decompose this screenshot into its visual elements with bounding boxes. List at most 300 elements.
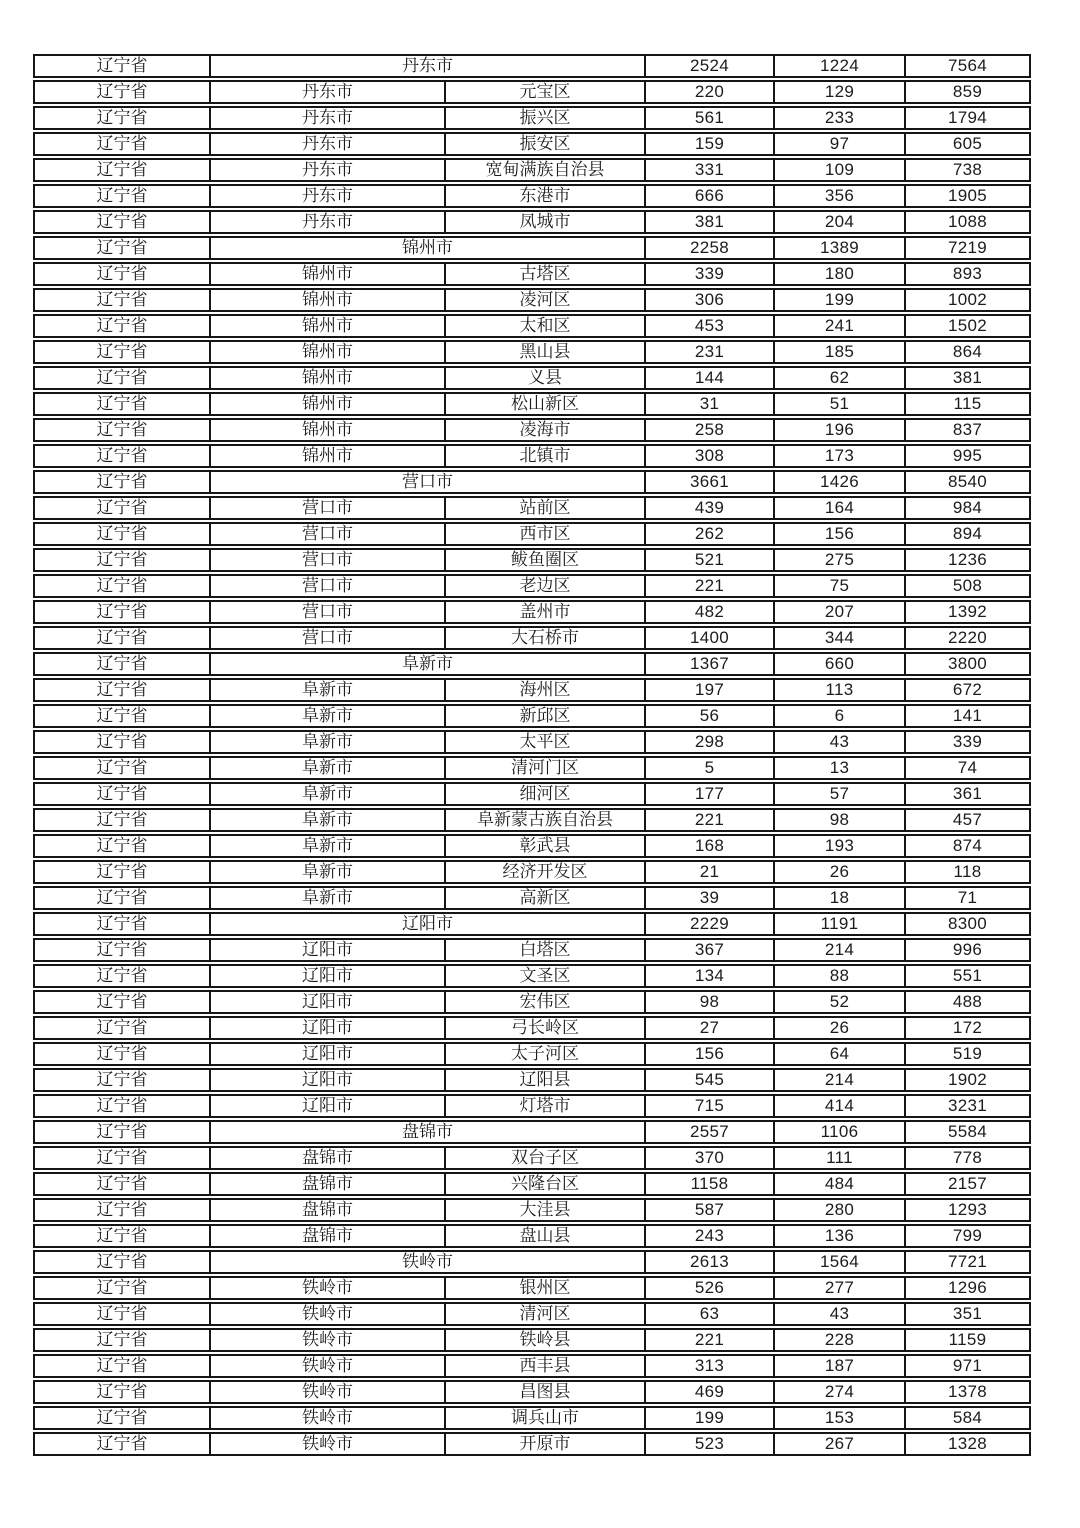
- table-row: [33, 444, 1031, 468]
- city-total-cell: 盘锦市: [211, 1120, 646, 1144]
- table-row: [33, 392, 1031, 416]
- province-cell: 辽宁省: [33, 1276, 211, 1300]
- value-cell-1: 308: [646, 444, 775, 468]
- value-cell-3: 7564: [906, 54, 1031, 78]
- value-cell-3: 1159: [906, 1328, 1031, 1352]
- table-row: [33, 1328, 1031, 1352]
- value-cell-3: 1905: [906, 184, 1031, 208]
- value-cell-2: 109: [775, 158, 906, 182]
- city-cell: 营口市: [211, 548, 446, 572]
- value-cell-3: 995: [906, 444, 1031, 468]
- value-cell-2: 64: [775, 1042, 906, 1066]
- value-cell-3: 996: [906, 938, 1031, 962]
- value-cell-2: 153: [775, 1406, 906, 1430]
- value-cell-2: 6: [775, 704, 906, 728]
- value-cell-2: 51: [775, 392, 906, 416]
- value-cell-2: 275: [775, 548, 906, 572]
- city-cell: 锦州市: [211, 288, 446, 312]
- district-cell: 海州区: [446, 678, 646, 702]
- value-cell-3: 2157: [906, 1172, 1031, 1196]
- table-row-city-total: [33, 236, 1031, 260]
- value-cell-1: 31: [646, 392, 775, 416]
- table-row: [33, 574, 1031, 598]
- value-cell-1: 177: [646, 782, 775, 806]
- value-cell-3: 874: [906, 834, 1031, 858]
- value-cell-2: 43: [775, 730, 906, 754]
- table-row: [33, 1302, 1031, 1326]
- city-cell: 辽阳市: [211, 938, 446, 962]
- value-cell-2: 129: [775, 80, 906, 104]
- city-cell: 辽阳市: [211, 990, 446, 1014]
- table-row: [33, 1198, 1031, 1222]
- province-cell: 辽宁省: [33, 288, 211, 312]
- value-cell-1: 134: [646, 964, 775, 988]
- table-row: [33, 626, 1031, 650]
- district-cell: 振安区: [446, 132, 646, 156]
- value-cell-3: 584: [906, 1406, 1031, 1430]
- table-row: [33, 158, 1031, 182]
- value-cell-3: 3800: [906, 652, 1031, 676]
- value-cell-2: 233: [775, 106, 906, 130]
- value-cell-1: 545: [646, 1068, 775, 1092]
- table-row-city-total: [33, 1120, 1031, 1144]
- value-cell-2: 199: [775, 288, 906, 312]
- table-row: [33, 1406, 1031, 1430]
- value-cell-1: 221: [646, 808, 775, 832]
- value-cell-2: 1564: [775, 1250, 906, 1274]
- table-row: [33, 1354, 1031, 1378]
- value-cell-3: 1392: [906, 600, 1031, 624]
- province-cell: 辽宁省: [33, 1380, 211, 1404]
- value-cell-2: 214: [775, 938, 906, 962]
- city-cell: 营口市: [211, 626, 446, 650]
- value-cell-2: 1389: [775, 236, 906, 260]
- district-cell: 双台子区: [446, 1146, 646, 1170]
- district-cell: 盖州市: [446, 600, 646, 624]
- district-cell: 太和区: [446, 314, 646, 338]
- value-cell-3: 1502: [906, 314, 1031, 338]
- value-cell-2: 173: [775, 444, 906, 468]
- data-table: [33, 52, 1031, 1458]
- value-cell-1: 1158: [646, 1172, 775, 1196]
- value-cell-1: 221: [646, 1328, 775, 1352]
- province-cell: 辽宁省: [33, 626, 211, 650]
- value-cell-1: 367: [646, 938, 775, 962]
- value-cell-1: 5: [646, 756, 775, 780]
- city-cell: 丹东市: [211, 210, 446, 234]
- value-cell-1: 1400: [646, 626, 775, 650]
- value-cell-2: 484: [775, 1172, 906, 1196]
- province-cell: 辽宁省: [33, 444, 211, 468]
- province-cell: 辽宁省: [33, 990, 211, 1014]
- district-cell: 辽阳县: [446, 1068, 646, 1092]
- value-cell-3: 172: [906, 1016, 1031, 1040]
- table-row: [33, 1068, 1031, 1092]
- value-cell-1: 526: [646, 1276, 775, 1300]
- table-row: [33, 314, 1031, 338]
- district-cell: 灯塔市: [446, 1094, 646, 1118]
- city-cell: 辽阳市: [211, 1094, 446, 1118]
- district-cell: 大洼县: [446, 1198, 646, 1222]
- value-cell-1: 27: [646, 1016, 775, 1040]
- city-cell: 丹东市: [211, 132, 446, 156]
- table-row: [33, 548, 1031, 572]
- value-cell-2: 1426: [775, 470, 906, 494]
- district-cell: 阜新蒙古族自治县: [446, 808, 646, 832]
- value-cell-2: 1224: [775, 54, 906, 78]
- province-cell: 辽宁省: [33, 158, 211, 182]
- table-row: [33, 106, 1031, 130]
- table-row: [33, 80, 1031, 104]
- value-cell-3: 1328: [906, 1432, 1031, 1456]
- city-cell: 辽阳市: [211, 1016, 446, 1040]
- value-cell-2: 43: [775, 1302, 906, 1326]
- value-cell-2: 57: [775, 782, 906, 806]
- value-cell-2: 97: [775, 132, 906, 156]
- value-cell-1: 2258: [646, 236, 775, 260]
- value-cell-2: 241: [775, 314, 906, 338]
- value-cell-1: 587: [646, 1198, 775, 1222]
- province-cell: 辽宁省: [33, 756, 211, 780]
- city-cell: 盘锦市: [211, 1224, 446, 1248]
- city-cell: 阜新市: [211, 704, 446, 728]
- value-cell-1: 156: [646, 1042, 775, 1066]
- value-cell-3: 894: [906, 522, 1031, 546]
- district-cell: 清河门区: [446, 756, 646, 780]
- value-cell-3: 3231: [906, 1094, 1031, 1118]
- value-cell-2: 207: [775, 600, 906, 624]
- city-total-cell: 铁岭市: [211, 1250, 646, 1274]
- value-cell-3: 7721: [906, 1250, 1031, 1274]
- district-cell: 宽甸满族自治县: [446, 158, 646, 182]
- value-cell-2: 113: [775, 678, 906, 702]
- value-cell-3: 778: [906, 1146, 1031, 1170]
- value-cell-2: 1191: [775, 912, 906, 936]
- value-cell-1: 258: [646, 418, 775, 442]
- table-row: [33, 184, 1031, 208]
- table-body: [33, 54, 1031, 1456]
- value-cell-1: 666: [646, 184, 775, 208]
- table-row: [33, 782, 1031, 806]
- table-row: [33, 730, 1031, 754]
- province-cell: 辽宁省: [33, 418, 211, 442]
- value-cell-1: 521: [646, 548, 775, 572]
- city-total-cell: 丹东市: [211, 54, 646, 78]
- value-cell-3: 71: [906, 886, 1031, 910]
- district-cell: 昌图县: [446, 1380, 646, 1404]
- district-cell: 松山新区: [446, 392, 646, 416]
- value-cell-2: 26: [775, 1016, 906, 1040]
- table-row: [33, 210, 1031, 234]
- province-cell: 辽宁省: [33, 1224, 211, 1248]
- value-cell-1: 159: [646, 132, 775, 156]
- district-cell: 弓长岭区: [446, 1016, 646, 1040]
- value-cell-2: 88: [775, 964, 906, 988]
- table-row: [33, 132, 1031, 156]
- table-row: [33, 860, 1031, 884]
- city-cell: 辽阳市: [211, 964, 446, 988]
- city-cell: 铁岭市: [211, 1406, 446, 1430]
- value-cell-1: 243: [646, 1224, 775, 1248]
- province-cell: 辽宁省: [33, 704, 211, 728]
- value-cell-3: 1293: [906, 1198, 1031, 1222]
- province-cell: 辽宁省: [33, 1016, 211, 1040]
- value-cell-3: 605: [906, 132, 1031, 156]
- city-total-cell: 阜新市: [211, 652, 646, 676]
- city-cell: 铁岭市: [211, 1432, 446, 1456]
- district-cell: 鲅鱼圈区: [446, 548, 646, 572]
- value-cell-2: 1106: [775, 1120, 906, 1144]
- value-cell-3: 339: [906, 730, 1031, 754]
- value-cell-1: 98: [646, 990, 775, 1014]
- province-cell: 辽宁省: [33, 314, 211, 338]
- city-cell: 锦州市: [211, 366, 446, 390]
- value-cell-2: 75: [775, 574, 906, 598]
- table-row: [33, 704, 1031, 728]
- city-total-cell: 营口市: [211, 470, 646, 494]
- district-cell: 太子河区: [446, 1042, 646, 1066]
- province-cell: 辽宁省: [33, 1068, 211, 1092]
- value-cell-2: 280: [775, 1198, 906, 1222]
- table-row-city-total: [33, 652, 1031, 676]
- value-cell-2: 660: [775, 652, 906, 676]
- value-cell-2: 52: [775, 990, 906, 1014]
- city-cell: 锦州市: [211, 262, 446, 286]
- province-cell: 辽宁省: [33, 106, 211, 130]
- value-cell-2: 98: [775, 808, 906, 832]
- district-cell: 老边区: [446, 574, 646, 598]
- value-cell-3: 508: [906, 574, 1031, 598]
- city-cell: 阜新市: [211, 886, 446, 910]
- table-row: [33, 1016, 1031, 1040]
- value-cell-1: 231: [646, 340, 775, 364]
- table-row: [33, 964, 1031, 988]
- city-cell: 锦州市: [211, 314, 446, 338]
- city-cell: 阜新市: [211, 782, 446, 806]
- value-cell-2: 267: [775, 1432, 906, 1456]
- province-cell: 辽宁省: [33, 1120, 211, 1144]
- province-cell: 辽宁省: [33, 496, 211, 520]
- district-cell: 清河区: [446, 1302, 646, 1326]
- province-cell: 辽宁省: [33, 964, 211, 988]
- city-cell: 辽阳市: [211, 1042, 446, 1066]
- city-cell: 锦州市: [211, 444, 446, 468]
- value-cell-2: 156: [775, 522, 906, 546]
- district-cell: 振兴区: [446, 106, 646, 130]
- value-cell-1: 370: [646, 1146, 775, 1170]
- value-cell-1: 197: [646, 678, 775, 702]
- value-cell-1: 561: [646, 106, 775, 130]
- value-cell-1: 2524: [646, 54, 775, 78]
- district-cell: 西市区: [446, 522, 646, 546]
- table-row-city-total: [33, 470, 1031, 494]
- value-cell-1: 339: [646, 262, 775, 286]
- province-cell: 辽宁省: [33, 912, 211, 936]
- city-cell: 盘锦市: [211, 1198, 446, 1222]
- province-cell: 辽宁省: [33, 184, 211, 208]
- value-cell-2: 164: [775, 496, 906, 520]
- value-cell-3: 893: [906, 262, 1031, 286]
- value-cell-2: 414: [775, 1094, 906, 1118]
- table-row: [33, 1224, 1031, 1248]
- table-row: [33, 1042, 1031, 1066]
- value-cell-3: 381: [906, 366, 1031, 390]
- table-row: [33, 1094, 1031, 1118]
- city-cell: 阜新市: [211, 834, 446, 858]
- value-cell-3: 118: [906, 860, 1031, 884]
- value-cell-1: 331: [646, 158, 775, 182]
- value-cell-3: 859: [906, 80, 1031, 104]
- value-cell-3: 984: [906, 496, 1031, 520]
- city-cell: 阜新市: [211, 730, 446, 754]
- province-cell: 辽宁省: [33, 262, 211, 286]
- table-row: [33, 756, 1031, 780]
- value-cell-2: 62: [775, 366, 906, 390]
- city-cell: 铁岭市: [211, 1380, 446, 1404]
- value-cell-3: 971: [906, 1354, 1031, 1378]
- value-cell-3: 8300: [906, 912, 1031, 936]
- value-cell-1: 1367: [646, 652, 775, 676]
- value-cell-2: 196: [775, 418, 906, 442]
- district-cell: 黑山县: [446, 340, 646, 364]
- value-cell-1: 2557: [646, 1120, 775, 1144]
- value-cell-1: 63: [646, 1302, 775, 1326]
- table-row: [33, 1380, 1031, 1404]
- province-cell: 辽宁省: [33, 730, 211, 754]
- district-cell: 白塔区: [446, 938, 646, 962]
- province-cell: 辽宁省: [33, 132, 211, 156]
- value-cell-1: 313: [646, 1354, 775, 1378]
- value-cell-3: 738: [906, 158, 1031, 182]
- value-cell-3: 837: [906, 418, 1031, 442]
- value-cell-1: 56: [646, 704, 775, 728]
- city-cell: 营口市: [211, 574, 446, 598]
- province-cell: 辽宁省: [33, 1042, 211, 1066]
- district-cell: 太平区: [446, 730, 646, 754]
- city-cell: 铁岭市: [211, 1328, 446, 1352]
- district-cell: 站前区: [446, 496, 646, 520]
- value-cell-1: 262: [646, 522, 775, 546]
- province-cell: 辽宁省: [33, 678, 211, 702]
- district-cell: 铁岭县: [446, 1328, 646, 1352]
- value-cell-3: 141: [906, 704, 1031, 728]
- value-cell-3: 1088: [906, 210, 1031, 234]
- table-row: [33, 1146, 1031, 1170]
- value-cell-1: 439: [646, 496, 775, 520]
- district-cell: 西丰县: [446, 1354, 646, 1378]
- city-cell: 锦州市: [211, 392, 446, 416]
- district-cell: 义县: [446, 366, 646, 390]
- value-cell-3: 1378: [906, 1380, 1031, 1404]
- value-cell-2: 356: [775, 184, 906, 208]
- value-cell-1: 220: [646, 80, 775, 104]
- table-row: [33, 938, 1031, 962]
- value-cell-1: 221: [646, 574, 775, 598]
- value-cell-1: 199: [646, 1406, 775, 1430]
- province-cell: 辽宁省: [33, 1172, 211, 1196]
- district-cell: 东港市: [446, 184, 646, 208]
- city-cell: 营口市: [211, 496, 446, 520]
- province-cell: 辽宁省: [33, 938, 211, 962]
- value-cell-2: 111: [775, 1146, 906, 1170]
- table-row: [33, 522, 1031, 546]
- value-cell-1: 453: [646, 314, 775, 338]
- value-cell-3: 74: [906, 756, 1031, 780]
- district-cell: 开原市: [446, 1432, 646, 1456]
- city-cell: 阜新市: [211, 678, 446, 702]
- province-cell: 辽宁省: [33, 600, 211, 624]
- table-row: [33, 808, 1031, 832]
- table-row: [33, 1172, 1031, 1196]
- value-cell-1: 2229: [646, 912, 775, 936]
- province-cell: 辽宁省: [33, 340, 211, 364]
- value-cell-2: 13: [775, 756, 906, 780]
- table-row: [33, 262, 1031, 286]
- province-cell: 辽宁省: [33, 236, 211, 260]
- value-cell-1: 21: [646, 860, 775, 884]
- district-cell: 新邱区: [446, 704, 646, 728]
- value-cell-1: 469: [646, 1380, 775, 1404]
- table-row: [33, 1432, 1031, 1456]
- value-cell-3: 1002: [906, 288, 1031, 312]
- district-cell: 调兵山市: [446, 1406, 646, 1430]
- province-cell: 辽宁省: [33, 1354, 211, 1378]
- value-cell-3: 2220: [906, 626, 1031, 650]
- table-row: [33, 990, 1031, 1014]
- district-cell: 高新区: [446, 886, 646, 910]
- value-cell-2: 228: [775, 1328, 906, 1352]
- province-cell: 辽宁省: [33, 860, 211, 884]
- district-cell: 兴隆台区: [446, 1172, 646, 1196]
- city-cell: 营口市: [211, 600, 446, 624]
- value-cell-3: 519: [906, 1042, 1031, 1066]
- value-cell-3: 672: [906, 678, 1031, 702]
- city-cell: 盘锦市: [211, 1146, 446, 1170]
- city-cell: 丹东市: [211, 80, 446, 104]
- value-cell-2: 214: [775, 1068, 906, 1092]
- table-row: [33, 418, 1031, 442]
- city-cell: 铁岭市: [211, 1354, 446, 1378]
- table-row: [33, 678, 1031, 702]
- value-cell-3: 1902: [906, 1068, 1031, 1092]
- province-cell: 辽宁省: [33, 1198, 211, 1222]
- value-cell-2: 277: [775, 1276, 906, 1300]
- district-cell: 凤城市: [446, 210, 646, 234]
- province-cell: 辽宁省: [33, 522, 211, 546]
- value-cell-1: 482: [646, 600, 775, 624]
- value-cell-2: 136: [775, 1224, 906, 1248]
- province-cell: 辽宁省: [33, 392, 211, 416]
- value-cell-3: 1296: [906, 1276, 1031, 1300]
- district-cell: 元宝区: [446, 80, 646, 104]
- city-cell: 阜新市: [211, 756, 446, 780]
- province-cell: 辽宁省: [33, 1250, 211, 1274]
- value-cell-2: 204: [775, 210, 906, 234]
- table-row-city-total: [33, 1250, 1031, 1274]
- province-cell: 辽宁省: [33, 366, 211, 390]
- district-cell: 彰武县: [446, 834, 646, 858]
- table-row: [33, 366, 1031, 390]
- table-row: [33, 600, 1031, 624]
- province-cell: 辽宁省: [33, 470, 211, 494]
- value-cell-1: 3661: [646, 470, 775, 494]
- city-cell: 丹东市: [211, 106, 446, 130]
- district-cell: 凌海市: [446, 418, 646, 442]
- value-cell-1: 523: [646, 1432, 775, 1456]
- value-cell-1: 715: [646, 1094, 775, 1118]
- province-cell: 辽宁省: [33, 1406, 211, 1430]
- value-cell-2: 187: [775, 1354, 906, 1378]
